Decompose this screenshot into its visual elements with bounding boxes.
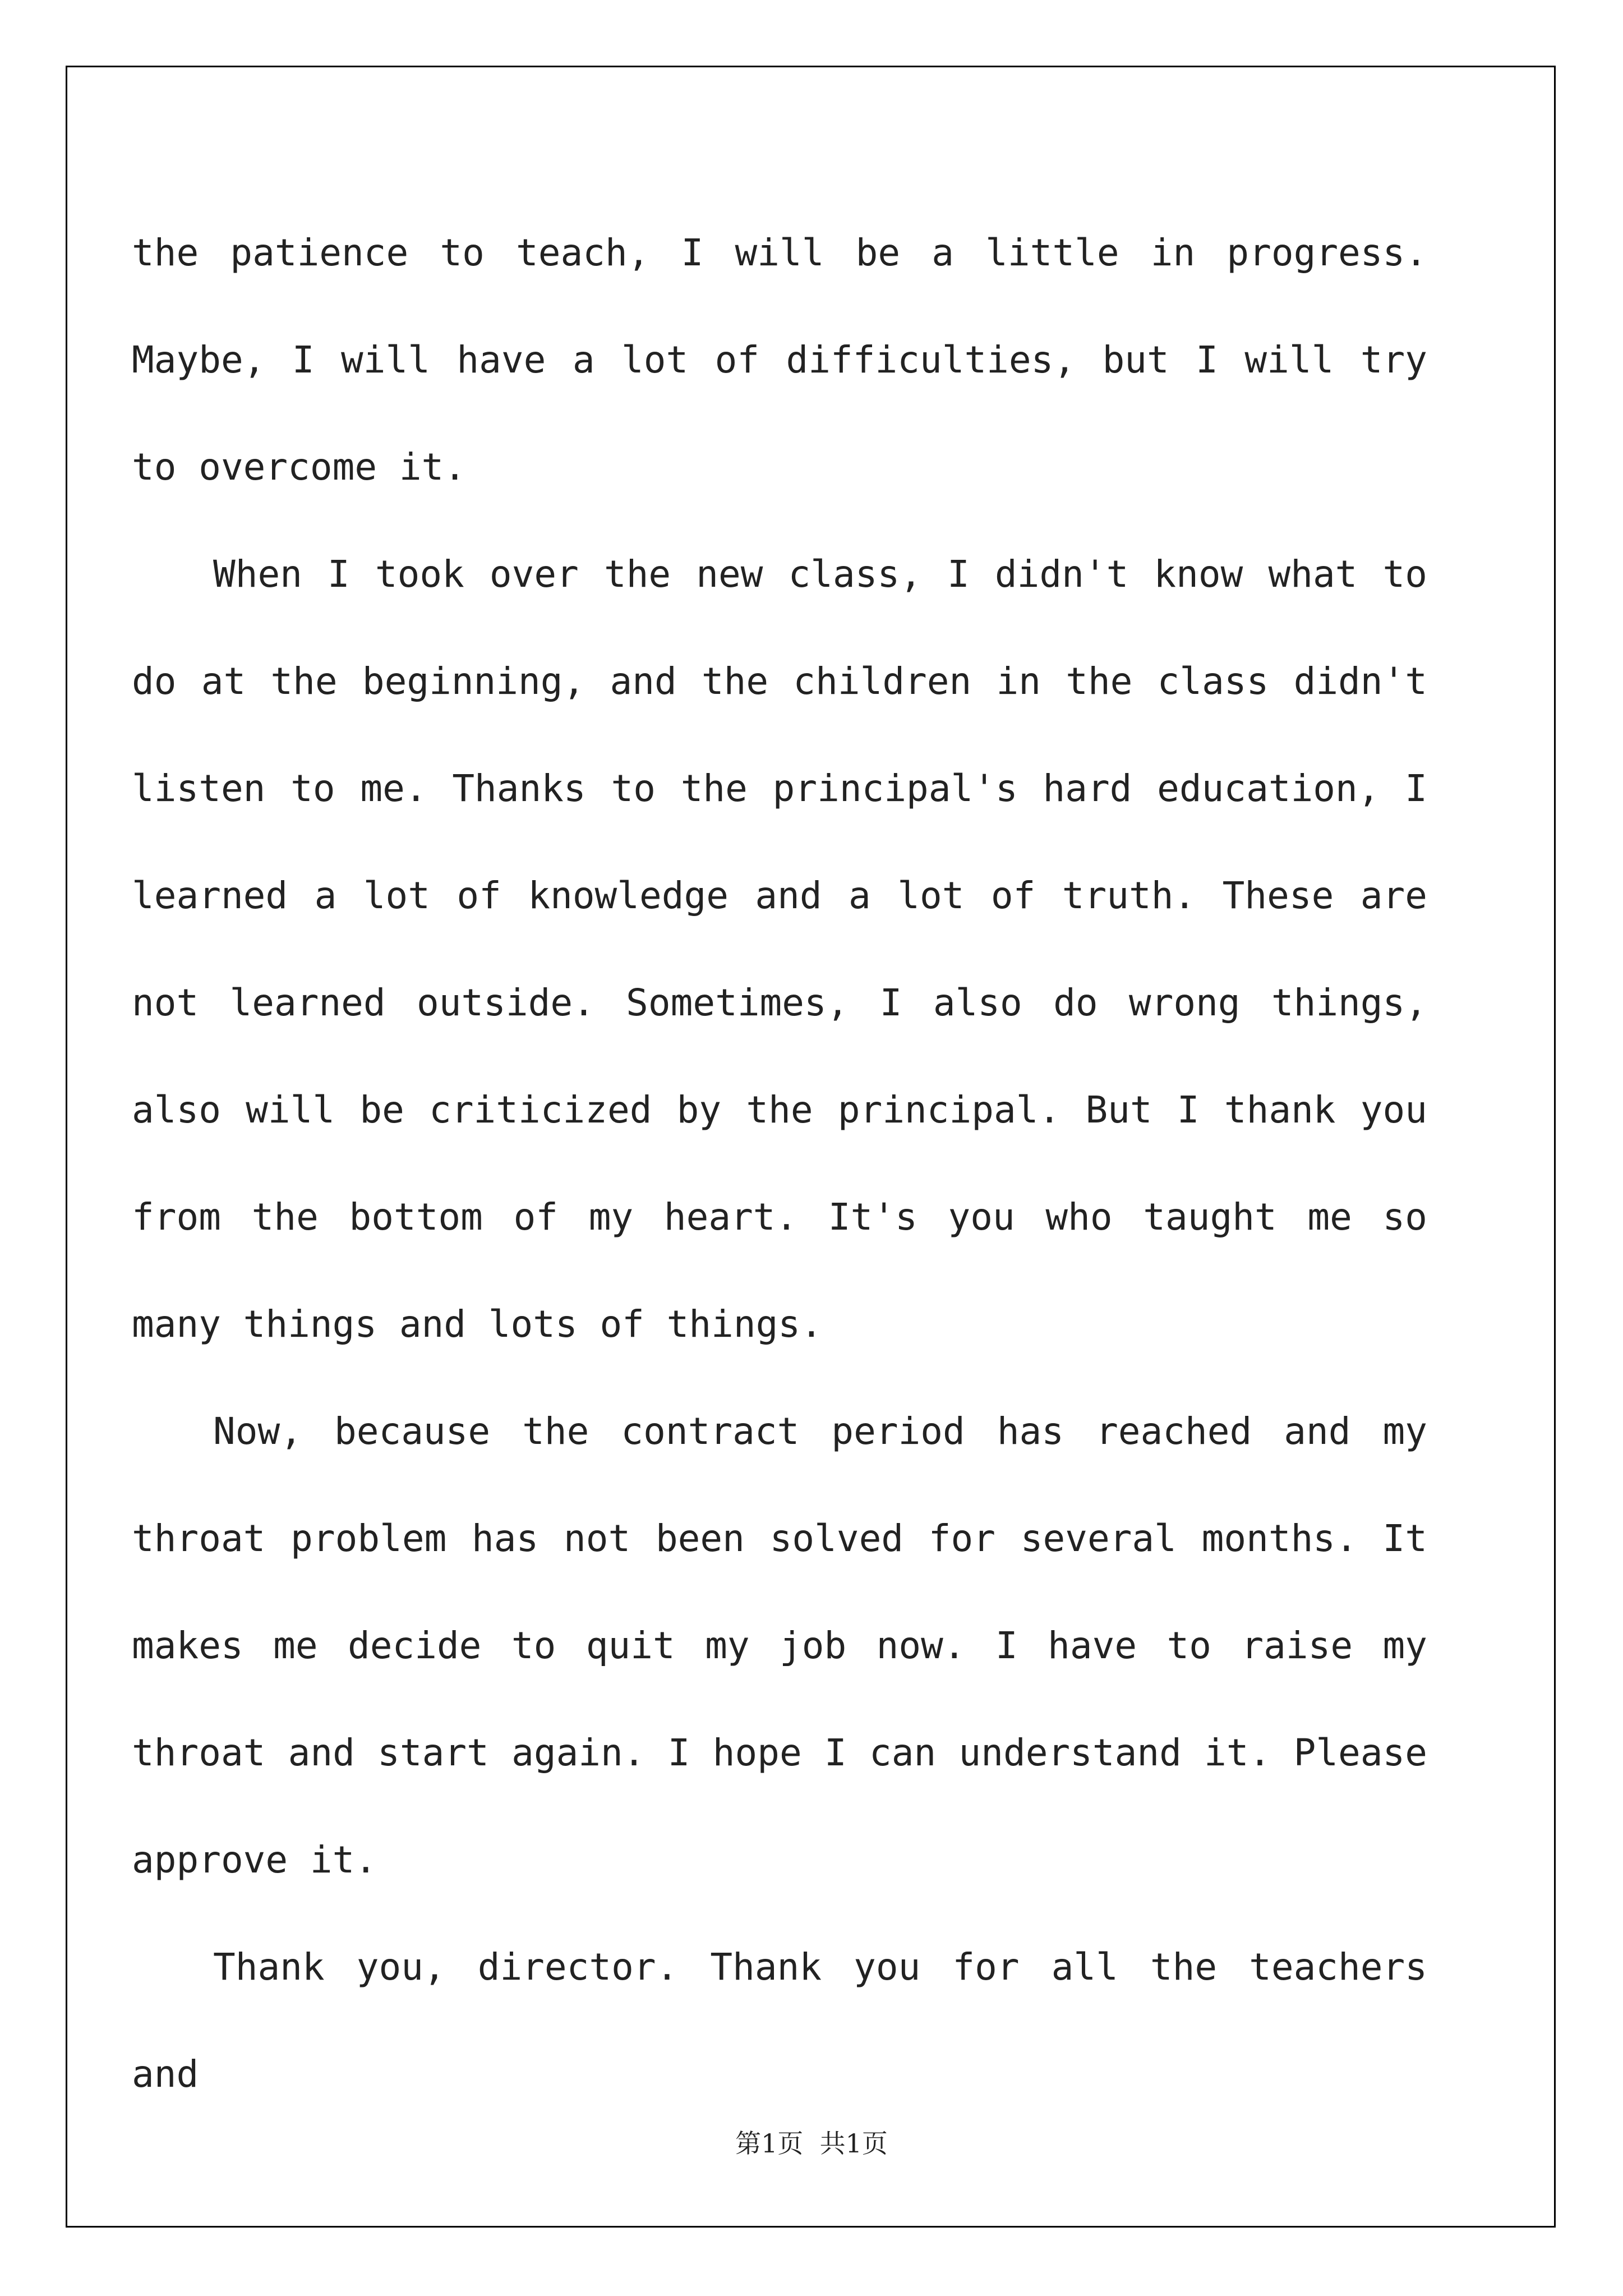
page-number-footer: 第1页 共1页 [735, 2128, 888, 2159]
paragraph-4: Thank you, director. Thank you for all the teachers and [132, 1945, 1427, 2096]
paragraph-3: Now, because the contract period has reached and my throat problem has not been solved for several months. It makes me decide to quit my job now. I have to raise my throat and start again. I hope I can understand it. Please approve it. [132, 1410, 1427, 1881]
paragraph-1: the patience to teach, I will be a little in progress. Maybe, I will have a lot of difficulties, but I will try to overcome it. [132, 231, 1427, 489]
paragraph-2: When I took over the new class, I didn't know what to do at the beginning, and the children in the class didn't listen to me. Thanks to the principal's hard education, I learned a lot of knowledge and a lot of truth. These are not learned outside. Sometimes, I also do wrong things, also will be criticized by the principal. But I thank you from the bottom of my heart. It's you who taught me so many things and lots of things. [132, 553, 1427, 1346]
document-body [132, 199, 1427, 2128]
